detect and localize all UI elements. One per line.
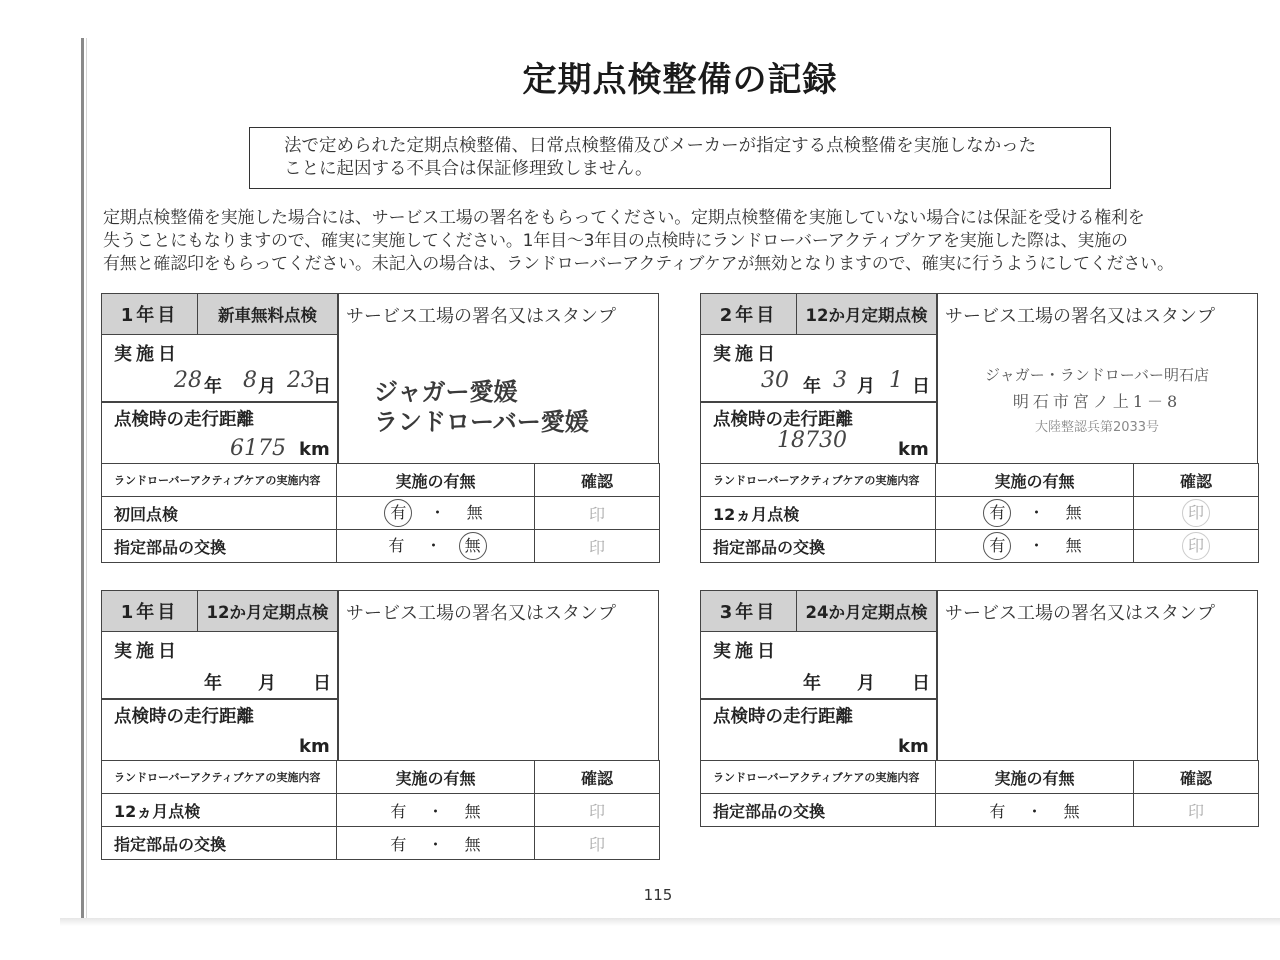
yes-mark: 有 [388,536,405,555]
card-header [102,294,337,335]
km-unit: km [299,736,330,757]
month-label: 月 [258,376,276,397]
table-row [701,530,1259,563]
intro-line: 有無と確認印をもらってください。未記入の場合は、ランドローバーアクティブケアが無効となりますので、確実に行うようにしてください。 [103,254,1174,274]
dealer-stamp [374,377,589,437]
no-mark-circled: 無 [459,532,487,560]
no-mark: 無 [464,801,481,821]
done-header: 実施の有無 [936,761,1134,794]
dealer-stamp [977,364,1217,435]
date-label: 実施日 [713,344,779,365]
care-header: ランドローバーアクティブケアの実施内容 [102,761,337,794]
table-row [701,794,1259,827]
mileage-label: 点検時の走行距離 [114,410,254,430]
no-mark: 無 [1065,536,1082,555]
page-title: 定期点検整備の記録 [522,60,838,100]
day-label: 日 [313,376,331,397]
handwritten-month: 3 [833,368,847,393]
signature-label: サービス工場の署名又はスタンプ [945,306,1215,327]
notice-line: 法で定められた定期点検整備、日常点検整備及びメーカーが指定する点検整備を実施しなかった [284,136,1037,156]
yes-mark-circled: 有 [983,532,1011,560]
card-year: 2年目 [701,294,797,334]
card-inspection-type: 12か月定期点検 [206,603,329,622]
handwritten-month: 8 [243,368,257,393]
binding-edge [81,38,84,918]
seal-cell: 印 [1134,794,1259,827]
separator: ・ [1028,503,1045,522]
yes-mark-circled: 有 [983,499,1011,527]
page-bottom-shadow [60,918,1280,926]
confirm-header: 確認 [535,464,660,497]
seal-cell [1134,497,1259,530]
date-label: 実施日 [713,641,779,662]
card-year: 3年目 [701,591,797,631]
yes-no-cell [337,827,535,860]
no-mark: 無 [1063,801,1080,821]
mileage-label: 点検時の走行距離 [713,707,853,727]
row-label: 指定部品の交換 [701,794,936,827]
year-label: 年 [204,673,222,694]
mileage-label: 点検時の走行距離 [114,707,254,727]
no-mark: 無 [1065,503,1082,522]
done-header: 実施の有無 [337,761,535,794]
binding-edge-shadow [86,38,87,918]
yes-no-cell [936,530,1134,563]
card-header-block [700,590,1258,760]
no-mark: 無 [466,503,483,522]
stamp-line: ジャガー・ランドローバー明石店 [985,366,1209,384]
card-header-block [101,293,659,463]
handwritten-day: 23 [287,368,315,393]
table-header-row [701,464,1259,497]
yes-no-cell [936,497,1134,530]
yes-mark-circled: 有 [384,499,412,527]
row-label: 12ヵ月点検 [701,497,936,530]
card-header [701,294,936,335]
row-label: 12ヵ月点検 [102,794,337,827]
table-row [102,794,660,827]
date-label: 実施日 [114,641,180,662]
table-row [102,530,660,563]
signature-label: サービス工場の署名又はスタンプ [346,306,616,327]
yes-mark: 有 [989,801,1006,821]
table-header-row [701,761,1259,794]
stamp-line: 大陸整認兵第2033号 [1034,420,1160,435]
row-label: 指定部品の交換 [102,530,337,563]
record-card-year1-12m [101,590,659,860]
record-card-year1-free [101,293,659,563]
year-label: 年 [803,376,821,397]
record-card-year3-24m [700,590,1258,827]
notice-line: ことに起因する不具合は保証修理致しません。 [284,159,653,179]
intro-paragraph [103,207,1253,276]
no-mark: 無 [464,834,481,854]
table-row [102,497,660,530]
mileage-label: 点検時の走行距離 [713,410,853,430]
table-row [102,827,660,860]
seal-cell: 印 [535,827,660,860]
day-label: 日 [912,673,930,694]
signature-label: サービス工場の署名又はスタンプ [346,603,616,624]
confirm-stamp: 印 [1182,499,1210,527]
record-card-year2-12m [700,293,1258,563]
stamp-line: 明石市宮ノ上1－8 [1012,392,1182,411]
card-header [701,591,936,632]
confirm-stamp: 印 [1182,532,1210,560]
stamp-line: ランドローバー愛媛 [374,408,589,436]
care-header: ランドローバーアクティブケアの実施内容 [701,464,936,497]
activecare-table [101,760,660,860]
confirm-header: 確認 [1134,761,1259,794]
table-row [701,497,1259,530]
card-header-block [101,590,659,760]
activecare-table [101,463,660,563]
km-unit: km [299,439,330,460]
done-header: 実施の有無 [337,464,535,497]
table-header-row [102,464,660,497]
yes-no-cell [337,530,535,563]
separator: ・ [425,536,442,555]
stamp-line: ジャガー愛媛 [374,378,518,406]
yes-no-cell [337,794,535,827]
yes-mark: 有 [390,801,407,821]
care-header: ランドローバーアクティブケアの実施内容 [102,464,337,497]
seal-cell: 印 [535,794,660,827]
handwritten-day: 1 [889,368,903,393]
row-label: 初回点検 [102,497,337,530]
handwritten-mileage: 6175 [230,436,286,461]
month-label: 月 [857,673,875,694]
date-label: 実施日 [114,344,180,365]
handwritten-year: 30 [761,368,789,393]
yes-mark: 有 [390,834,407,854]
activecare-table [700,463,1259,563]
row-label: 指定部品の交換 [102,827,337,860]
handwritten-year: 28 [174,368,202,393]
handwritten-mileage: 18730 [777,428,847,453]
yes-no-cell [337,497,535,530]
separator: ・ [427,801,444,821]
day-label: 日 [313,673,331,694]
separator: ・ [429,503,446,522]
card-year: 1年目 [102,294,198,334]
seal-cell: 印 [535,497,660,530]
row-label: 指定部品の交換 [701,530,936,563]
card-inspection-type: 24か月定期点検 [805,603,928,622]
year-label: 年 [204,376,222,397]
activecare-table [700,760,1259,827]
page-number: 115 [643,886,673,904]
confirm-header: 確認 [535,761,660,794]
signature-label: サービス工場の署名又はスタンプ [945,603,1215,624]
seal-cell [1134,530,1259,563]
seal-cell: 印 [535,530,660,563]
km-unit: km [898,736,929,757]
separator: ・ [1026,801,1043,821]
card-header-block [700,293,1258,463]
table-header-row [102,761,660,794]
separator: ・ [1028,536,1045,555]
card-inspection-type: 12か月定期点検 [805,306,928,325]
month-label: 月 [258,673,276,694]
km-unit: km [898,439,929,460]
confirm-header: 確認 [1134,464,1259,497]
day-label: 日 [912,376,930,397]
month-label: 月 [857,376,875,397]
warranty-notice [249,127,1111,189]
done-header: 実施の有無 [936,464,1134,497]
yes-no-cell [936,794,1134,827]
card-header [102,591,337,632]
intro-line: 失うことにもなりますので、確実に実施してください。1年目～3年目の点検時にランドローバーアクティブケアを実施した際は、実施の [103,231,1128,251]
care-header: ランドローバーアクティブケアの実施内容 [701,761,936,794]
card-year: 1年目 [102,591,198,631]
year-label: 年 [803,673,821,694]
card-inspection-type: 新車無料点検 [218,306,317,325]
separator: ・ [427,834,444,854]
intro-line: 定期点検整備を実施した場合には、サービス工場の署名をもらってください。定期点検整備を実施していない場合には保証を受ける権利を [103,208,1145,228]
